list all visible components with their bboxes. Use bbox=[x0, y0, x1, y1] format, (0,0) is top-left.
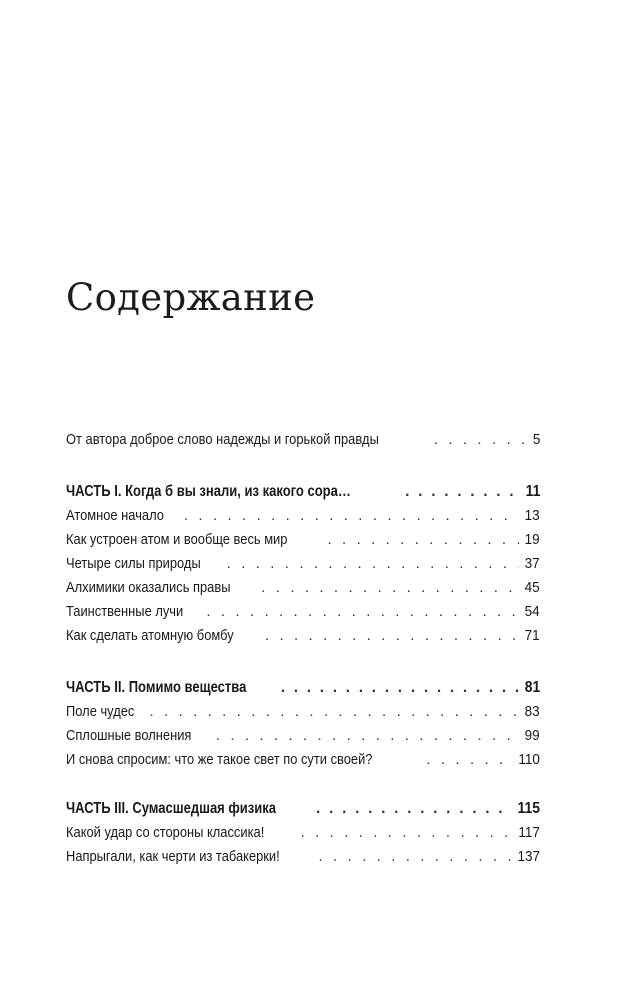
toc-entry-label: Алхимики оказались правы bbox=[66, 579, 231, 596]
toc-leader-dots bbox=[294, 528, 520, 552]
toc-entry-label: Таинственные лучи bbox=[66, 603, 184, 620]
toc-entry-part-3[interactable] bbox=[66, 797, 540, 821]
toc-leader-dots bbox=[172, 600, 519, 624]
toc-entry[interactable] bbox=[66, 600, 540, 624]
toc-page-number: 83 bbox=[524, 703, 540, 720]
toc-page-number: 11 bbox=[525, 483, 540, 500]
toc-page-number: 45 bbox=[524, 579, 540, 596]
toc-page-number: 19 bbox=[524, 531, 540, 548]
toc-entry-label: Четыре силы природы bbox=[66, 555, 201, 572]
page-title: Содержание bbox=[66, 276, 316, 319]
toc-page-number: 71 bbox=[524, 627, 540, 644]
toc-page-number: 5 bbox=[532, 431, 540, 448]
toc-leader-dots bbox=[247, 676, 519, 700]
toc-leader-dots bbox=[282, 797, 511, 821]
toc-leader-dots bbox=[231, 624, 519, 648]
toc-leader-dots bbox=[115, 700, 519, 724]
toc-entry-label: Атомное начало bbox=[66, 507, 164, 524]
toc-page-number: 110 bbox=[518, 751, 540, 768]
toc-page-number: 81 bbox=[524, 679, 540, 696]
toc-entry[interactable] bbox=[66, 504, 540, 528]
toc-entry-label: ЧАСТЬ I. Когда б вы знали, из какого сора… bbox=[66, 483, 351, 500]
toc-entry[interactable] bbox=[66, 845, 540, 869]
toc-page-number: 115 bbox=[517, 800, 540, 817]
toc-entry[interactable] bbox=[66, 528, 540, 552]
toc-entry-label: Какой удар со стороны классика! bbox=[66, 824, 265, 841]
toc-page-number: 37 bbox=[524, 555, 540, 572]
toc-entry[interactable] bbox=[66, 552, 540, 576]
toc-leader-dots bbox=[392, 748, 512, 772]
toc-entry-label: ЧАСТЬ III. Сумасшедшая физика bbox=[66, 800, 277, 817]
toc-entry-label: Как устроен атом и вообще весь мир bbox=[66, 531, 288, 548]
toc-leader-dots bbox=[182, 724, 520, 748]
toc-entry-label: Сплошные волнения bbox=[66, 727, 192, 744]
toc-entry-part-1[interactable] bbox=[66, 480, 540, 504]
toc-entry-label: Как сделать атомную бомбу bbox=[66, 627, 234, 644]
toc-entry-label: ЧАСТЬ II. Помимо вещества bbox=[66, 679, 247, 696]
toc-entry-label: От автора доброе слово надежды и горькой правды bbox=[66, 431, 379, 448]
toc-leader-dots bbox=[267, 821, 513, 845]
toc-entry[interactable] bbox=[66, 748, 540, 772]
toc-entry-label: Напрыгали, как черти из табакерки! bbox=[66, 848, 280, 865]
toc-page-number: 54 bbox=[524, 603, 540, 620]
toc-entry[interactable] bbox=[66, 821, 540, 845]
toc-entry[interactable] bbox=[66, 576, 540, 600]
toc-entry-part-2[interactable] bbox=[66, 676, 540, 700]
toc-leader-dots bbox=[285, 845, 511, 869]
toc-entry[interactable] bbox=[66, 700, 540, 724]
toc-leader-dots bbox=[227, 576, 519, 600]
toc-entry-label: И снова спросим: что же такое свет по сути своей? bbox=[66, 751, 373, 768]
toc-page-number: 137 bbox=[517, 848, 540, 865]
toc-leader-dots bbox=[400, 428, 528, 452]
toc-leader-dots bbox=[150, 504, 519, 528]
toc-page-number: 117 bbox=[518, 824, 540, 841]
toc-entry[interactable] bbox=[66, 624, 540, 648]
toc-page-number: 13 bbox=[524, 507, 540, 524]
toc-entry-label: Поле чудес bbox=[66, 703, 135, 720]
toc-entry-foreword[interactable] bbox=[66, 428, 540, 452]
toc-leader-dots bbox=[193, 552, 520, 576]
toc-entry[interactable] bbox=[66, 724, 540, 748]
toc-leader-dots bbox=[371, 480, 519, 504]
toc-page-number: 99 bbox=[524, 727, 540, 744]
